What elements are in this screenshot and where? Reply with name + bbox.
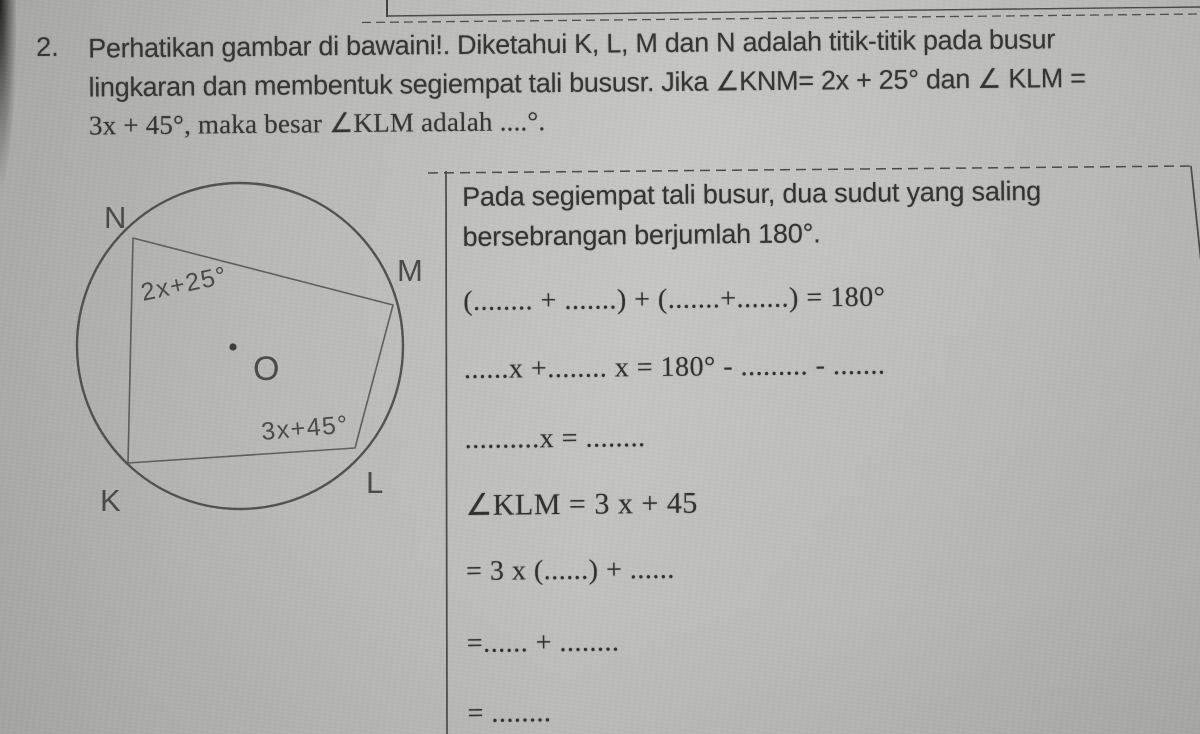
equation-line-3: ..........x = ........ xyxy=(464,422,646,455)
vertex-label-n: N xyxy=(104,200,127,235)
equation-line-7: = ........ xyxy=(467,697,552,729)
problem-line-2: lingkaran dan membentuk segiempat tali bususr. Jika ∠KNM= 2x + 25° dan ∠ KLM = xyxy=(88,62,1086,102)
answer-box-left-border xyxy=(446,171,447,734)
answer-box xyxy=(462,174,1188,734)
answer-intro-line-2: bersebrangan berjumlah 180°. xyxy=(462,218,821,252)
angle-label-n: 2x+25° xyxy=(138,261,231,307)
equation-line-4: ∠KLM = 3 x + 45 xyxy=(465,486,698,522)
circle-diagram xyxy=(58,168,430,536)
problem-statement xyxy=(36,19,1197,146)
problem-number: 2. xyxy=(36,31,59,62)
angle-label-l: 3x+45° xyxy=(260,410,351,446)
answer-box-right-border xyxy=(1191,166,1200,262)
answer-box-top-border xyxy=(428,166,1191,173)
center-label: O xyxy=(253,350,280,388)
vertex-label-l: L xyxy=(366,465,384,500)
equation-line-2: ......x +........ x = 180° - ......... - ....... xyxy=(463,349,886,385)
equation-line-1: (........ + .......) + (.......+.......) = 180° xyxy=(463,281,886,317)
center-dot xyxy=(229,343,236,350)
problem-text xyxy=(88,19,1197,145)
answer-intro-line-1: Pada segiempat tali busur, dua sudut yang saling xyxy=(462,175,1042,212)
equation-line-5: = 3 x (......) + ...... xyxy=(465,553,675,587)
vertex-label-k: K xyxy=(100,483,121,518)
problem-line-3: 3x + 45°, maka besar ∠KLM adalah ....°. xyxy=(88,106,546,141)
problem-line-1: Perhatikan gambar di bawaini!. Diketahui K, L, M dan N adalah titik-titik pada busur xyxy=(88,24,1056,64)
equation-line-6: =...... + ........ xyxy=(466,626,620,659)
vertex-label-m: M xyxy=(397,253,423,288)
